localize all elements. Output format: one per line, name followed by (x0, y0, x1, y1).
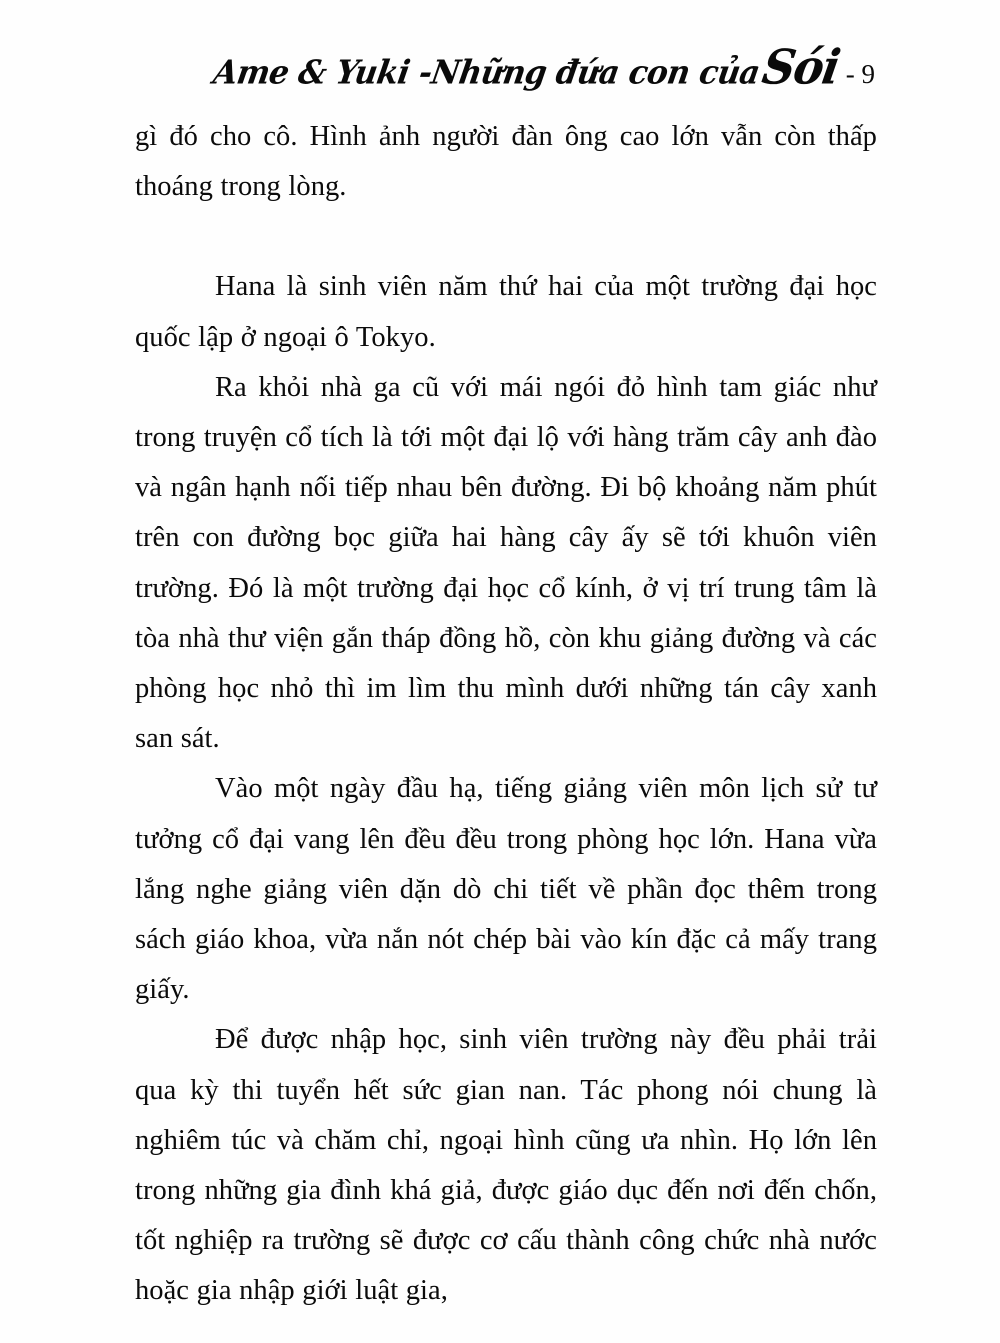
paragraph-1: gì đó cho cô. Hình ảnh người đàn ông cao lớn vẫn còn thấp thoáng trong lòng. (135, 121, 877, 203)
paragraph-2: Hana là sinh viên năm thứ hai của một trường đại học quốc lập ở ngoại ô Tokyo. (135, 271, 877, 353)
running-head-title-emphasis: Sói (758, 39, 843, 96)
paragraph-4: Vào một ngày đầu hạ, tiếng giảng viên môn lịch sử tư tưởng cổ đại vang lên đều đều trong phòng học lớn. Hana vừa lắng nghe giảng viên dặn dò chi tiết về phần đọc thêm trong sách giáo khoa, vừa nắn nót chép bài vào kín đặc cả mấy trang giấy. (135, 773, 877, 1006)
paragraph-3: Ra khỏi nhà ga cũ với mái ngói đỏ hình tam giác như trong truyện cổ tích là tới một đại lộ với hàng trăm cây anh đào và ngân hạnh nối tiếp nhau bên đường. Đi bộ khoảng năm phút trên con đường bọc giữa hai hàng cây ấy sẽ tới khuôn viên trường. Đó là một trường đại học cổ kính, ở vị trí trung tâm là tòa nhà thư viện gắn tháp đồng hồ, còn khu giảng đường và các phòng học nhỏ thì im lìm thu mình dưới những tán cây xanh san sát. (135, 371, 877, 755)
running-head (135, 28, 875, 96)
page-number: - 9 (845, 59, 875, 89)
paragraph-5: Để được nhập học, sinh viên trường này đều phải trải qua kỳ thi tuyển hết sức gian nan. Tác phong nói chung là nghiêm túc và chăm chỉ, ngoại hình cũng ưa nhìn. Họ lớn lên trong những gia đình khá giả, được giáo dục đến nơi đến chốn, tốt nghiệp ra trường sẽ được cơ cấu thành công chức nhà nước hoặc gia nhập giới luật gia, (135, 1024, 877, 1307)
running-head-title (210, 39, 843, 96)
body-text (135, 112, 877, 1317)
running-head-title-text: Ame & Yuki -Những đứa con của (210, 53, 763, 93)
